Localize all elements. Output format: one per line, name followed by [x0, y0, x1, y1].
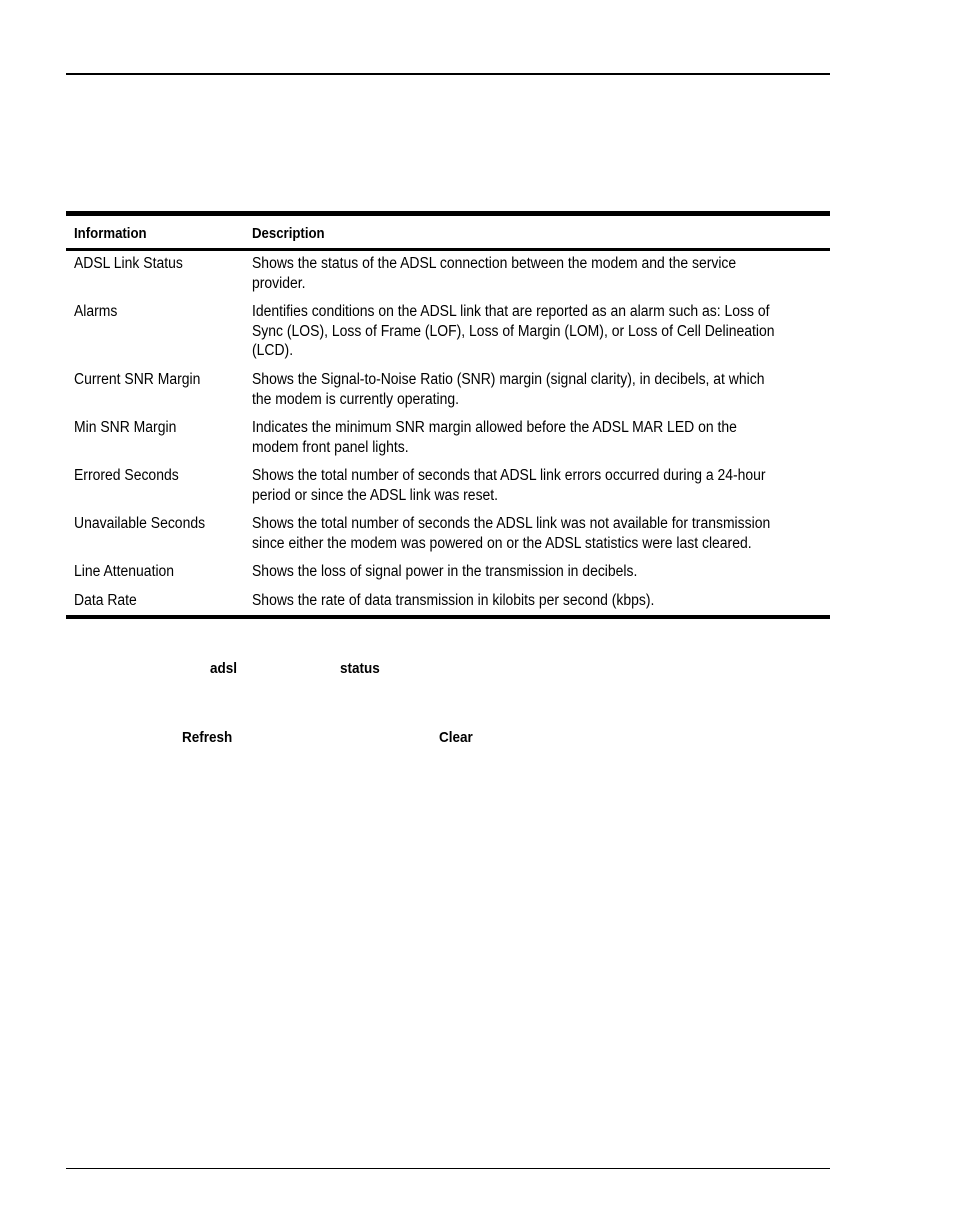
keyword-refresh: Refresh — [182, 729, 233, 746]
table-row — [66, 254, 830, 302]
adsl-information-table — [66, 211, 830, 619]
row-description — [252, 302, 828, 361]
description-line: period or since the ADSL link was reset. — [252, 486, 499, 504]
keyword-adsl: adsl — [210, 660, 238, 677]
row-description — [252, 254, 828, 293]
row-information: Current SNR Margin — [74, 371, 201, 388]
row-description — [252, 514, 828, 553]
table-row — [66, 562, 830, 591]
row-information: Min SNR Margin — [74, 419, 177, 436]
keyword-status: status — [340, 660, 380, 677]
table-row — [66, 591, 830, 615]
table-row — [66, 514, 830, 562]
description-line: the modem is currently operating. — [252, 390, 460, 408]
row-description — [252, 591, 828, 611]
row-information: Errored Seconds — [74, 467, 179, 484]
description-line: Shows the total number of seconds that ADSL link errors occurred during a 24-hour — [252, 467, 766, 484]
description-line: Sync (LOS), Loss of Frame (LOF), Loss of Margin (LOM), or Loss of Cell Delineation — [252, 322, 775, 340]
description-line: provider. — [252, 274, 306, 292]
table-row — [66, 466, 830, 514]
row-description — [252, 370, 828, 409]
description-line: Shows the rate of data transmission in kilobits per second (kbps). — [252, 592, 655, 609]
header-description: Description — [252, 225, 325, 242]
header-information: Information — [74, 225, 147, 242]
row-description — [252, 466, 828, 505]
row-information: Line Attenuation — [74, 563, 175, 580]
description-line: Shows the total number of seconds the ADSL link was not available for transmission — [252, 515, 771, 532]
description-line: Identifies conditions on the ADSL link that are reported as an alarm such as: Loss of — [252, 303, 770, 320]
row-description — [252, 418, 828, 457]
description-line: Indicates the minimum SNR margin allowed before the ADSL MAR LED on the — [252, 419, 737, 436]
description-line: modem front panel lights. — [252, 438, 409, 456]
keyword-clear: Clear — [439, 729, 473, 746]
description-line: (LCD). — [252, 342, 294, 359]
row-information: ADSL Link Status — [74, 255, 183, 272]
header-rule — [66, 73, 830, 75]
row-information: Alarms — [74, 303, 118, 320]
table-row — [66, 302, 830, 370]
description-line: since either the modem was powered on or the ADSL statistics were last cleared. — [252, 534, 752, 552]
row-description — [252, 562, 828, 582]
description-line: Shows the status of the ADSL connection between the modem and the service — [252, 255, 737, 272]
row-information: Data Rate — [74, 592, 137, 609]
description-line: Shows the Signal-to-Noise Ratio (SNR) margin (signal clarity), in decibels, at which — [252, 371, 765, 388]
row-information: Unavailable Seconds — [74, 515, 206, 532]
table-row — [66, 418, 830, 466]
description-line: Shows the loss of signal power in the transmission in decibels. — [252, 563, 638, 580]
footer-rule — [66, 1168, 830, 1169]
table-header-row — [66, 216, 830, 251]
table-row — [66, 370, 830, 418]
